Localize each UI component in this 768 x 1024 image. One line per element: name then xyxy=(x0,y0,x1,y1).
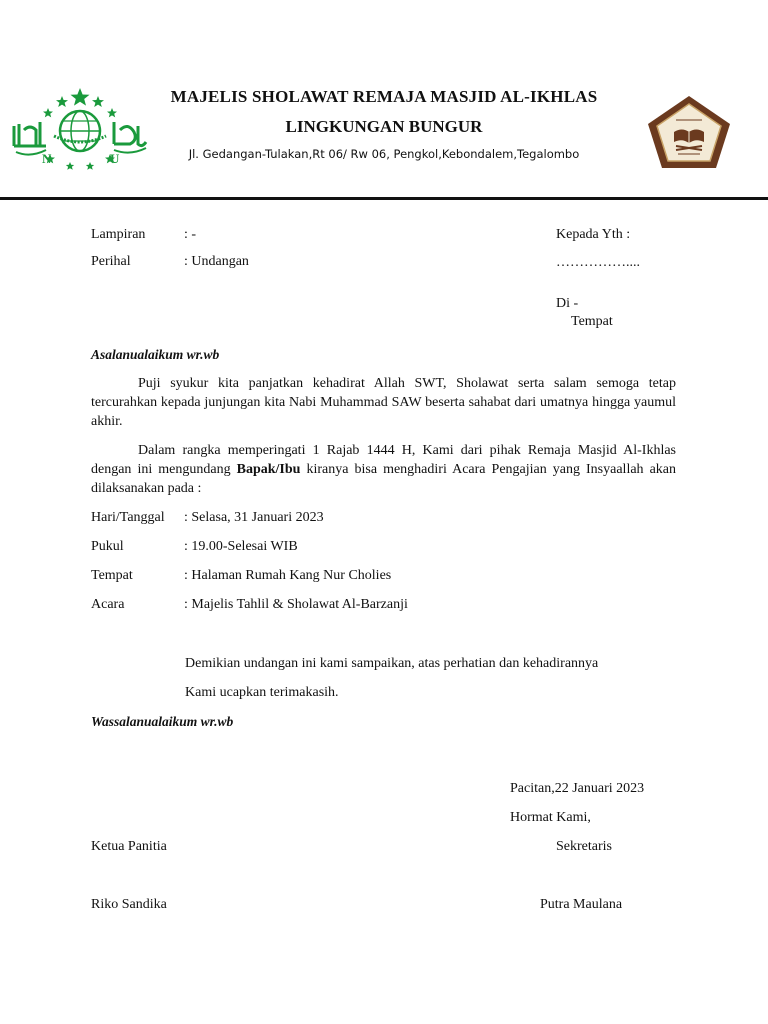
detail-label-time: Pukul xyxy=(91,539,124,554)
nu-logo-letter-u: U xyxy=(110,151,120,166)
organization-address: Jl. Gedangan-Tulakan,Rt 06/ Rw 06, Pengkol,Kebondalem,Tegalombo xyxy=(188,147,580,161)
detail-label-date: Hari/Tanggal xyxy=(91,510,165,525)
lampiran-label: Lampiran xyxy=(91,227,146,242)
perihal-value: : Undangan xyxy=(184,254,249,269)
nu-logo-letter-n: N xyxy=(42,151,52,166)
detail-label-place: Tempat xyxy=(91,568,133,583)
detail-value-date: : Selasa, 31 Januari 2023 xyxy=(184,510,324,525)
greeting: Asalanualaikum wr.wb xyxy=(91,347,220,362)
paragraph-opening: Puji syukur kita panjatkan kehadirat Allah SWT, Sholawat serta salam semoga tetap tercurahkan kepada junjungan kita Nabi Muhammad SAW beserta sahabat dari umatnya hingga yaumul akhir. xyxy=(91,376,676,429)
left-signer-name: Riko Sandika xyxy=(91,897,167,912)
header-divider xyxy=(0,197,768,200)
recipient-name: …………….... xyxy=(556,255,640,270)
place-date: Pacitan,22 Januari 2023 xyxy=(510,781,645,796)
left-signer-role: Ketua Panitia xyxy=(91,839,167,854)
right-signer-role: Sekretaris xyxy=(556,839,612,854)
recipient-label: Kepada Yth : xyxy=(556,227,631,242)
paragraph-invitation xyxy=(91,441,676,498)
perihal-label: Perihal xyxy=(91,254,131,269)
invitation-invitee: Bapak/Ibu xyxy=(236,462,301,477)
recipient-place: Tempat xyxy=(571,314,613,329)
closing-statement: Demikian undangan ini kami sampaikan, atas perhatian dan kehadirannya xyxy=(185,656,599,671)
farewell: Wassalanualaikum wr.wb xyxy=(91,714,234,729)
detail-label-event: Acara xyxy=(91,597,125,612)
detail-value-event: : Majelis Tahlil & Sholawat Al-Barzanji xyxy=(184,597,408,612)
invitation-text-before: Dalam rangka memperingati 1 Rajab 1444 H, Kami dari pihak Remaja Masjid Al-Ikhlas dengan ini mengundang xyxy=(91,443,676,477)
organization-name: MAJELIS SHOLAWAT REMAJA MASJID AL-IKHLAS xyxy=(170,87,598,106)
organization-area: LINGKUNGAN BUNGUR xyxy=(285,117,483,136)
invitation-text-after: kiranya bisa menghadiri Acara Pengajian yang Insyaallah akan dilaksanakan pada : xyxy=(91,462,677,496)
detail-value-time: : 19.00-Selesai WIB xyxy=(184,539,298,554)
detail-value-place: : Halaman Rumah Kang Nur Cholies xyxy=(184,568,392,583)
regards: Hormat Kami, xyxy=(510,810,591,825)
closing-thanks: Kami ucapkan terimakasih. xyxy=(185,685,339,700)
lampiran-value: : - xyxy=(184,227,197,242)
recipient-place-label: Di - xyxy=(556,296,579,311)
right-signer-name: Putra Maulana xyxy=(540,897,623,912)
